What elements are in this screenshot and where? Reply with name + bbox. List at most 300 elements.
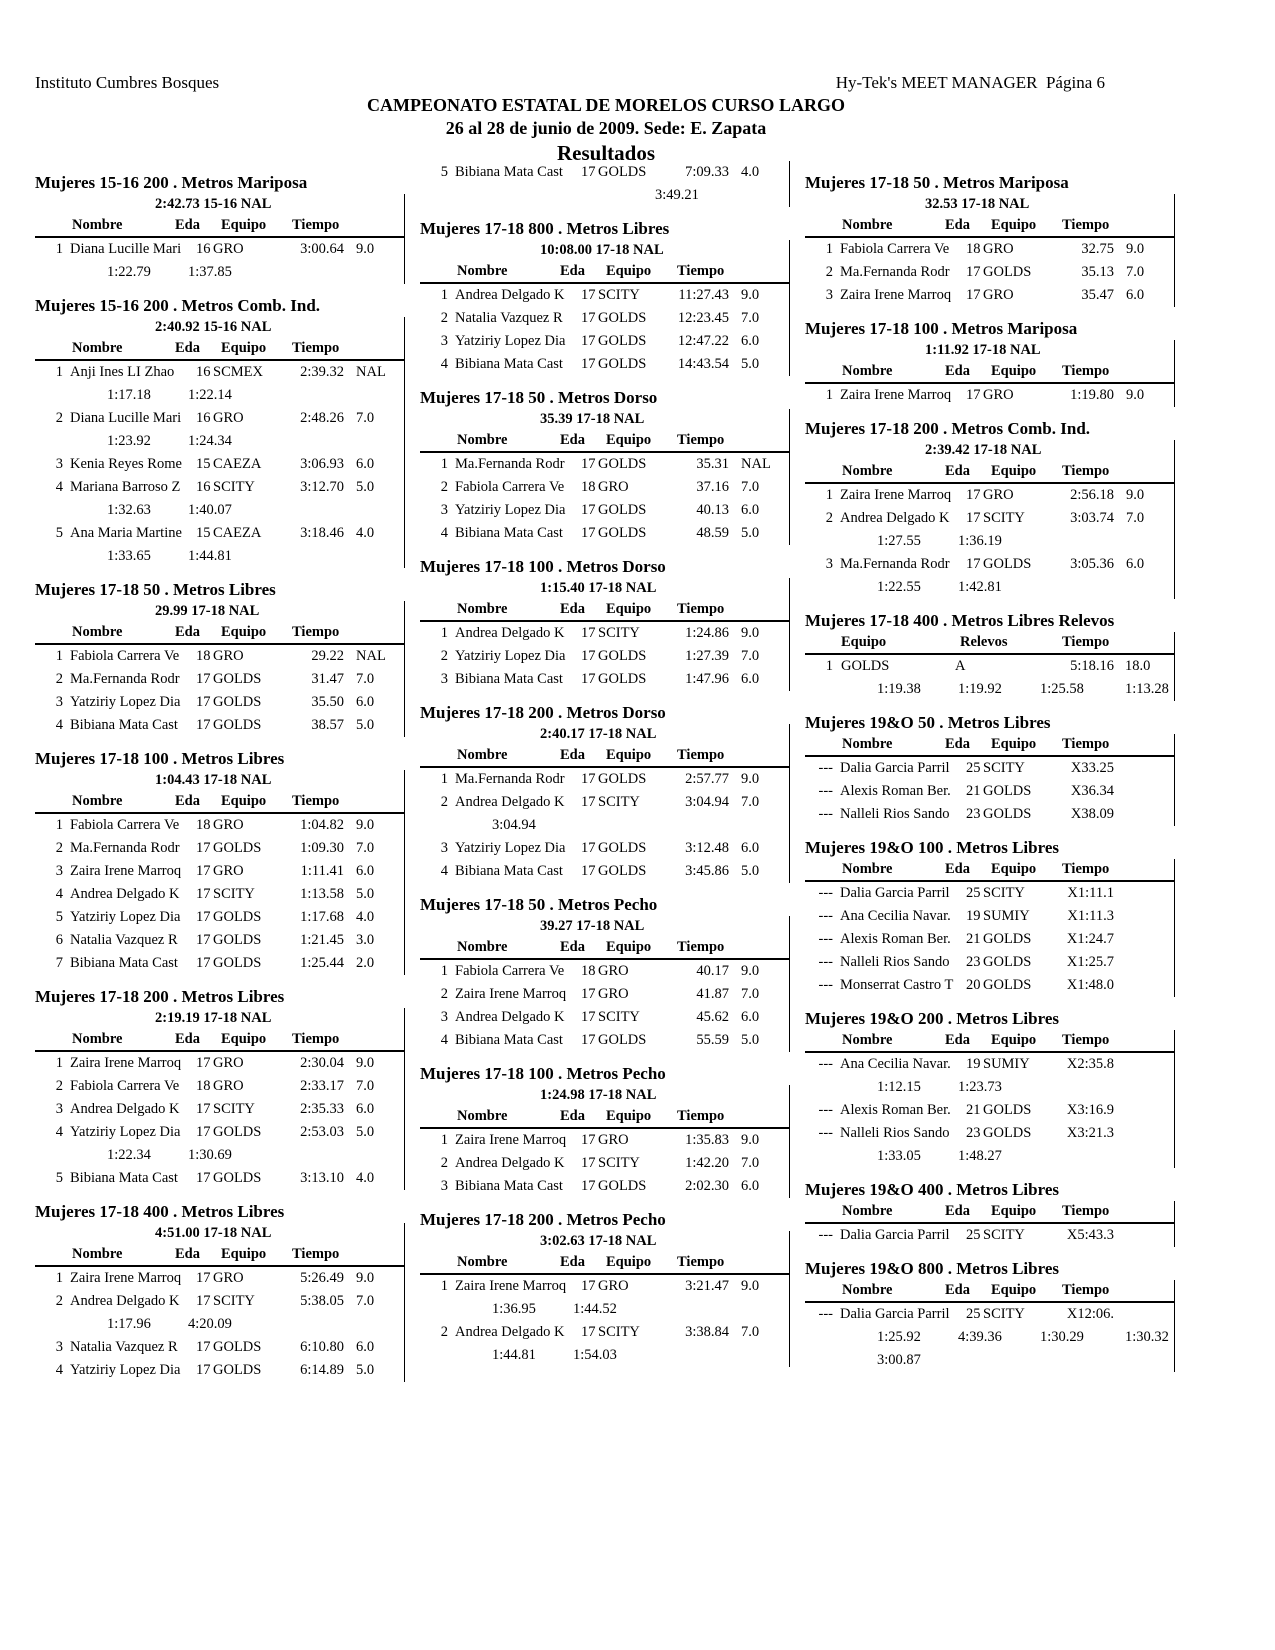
event-block xyxy=(35,172,405,284)
header-equipo: Equipo xyxy=(606,939,652,955)
team: SCITY xyxy=(213,1293,255,1309)
result-row xyxy=(35,1098,404,1121)
event-block xyxy=(420,556,790,691)
points: 4.0 xyxy=(356,525,375,541)
team: GRO xyxy=(213,1270,244,1286)
place: --- xyxy=(818,1102,833,1118)
result-row xyxy=(420,284,789,307)
swimmer-name: Ma.Fernanda Rodr xyxy=(455,456,565,472)
result-row xyxy=(35,1290,404,1313)
time: 2:35.33 xyxy=(300,1101,344,1117)
swimmer-name: Yatziriy Lopez Dia xyxy=(455,333,566,349)
place: 2 xyxy=(55,840,63,856)
place: --- xyxy=(818,885,833,901)
swimmer-name: Zaira Irene Marroq xyxy=(70,1270,182,1286)
result-row xyxy=(420,161,789,184)
event-title: Mujeres 19&O 50 . Metros Libres xyxy=(805,713,1051,732)
column-1 xyxy=(35,172,405,1393)
time: 29.22 xyxy=(311,648,344,664)
age: 17 xyxy=(196,1170,211,1186)
split-row xyxy=(805,530,1174,553)
event-block xyxy=(420,894,790,1052)
header-equipo: Equipo xyxy=(991,217,1037,233)
time: 1:35.83 xyxy=(685,1132,729,1148)
event-block xyxy=(420,218,790,376)
team: GRO xyxy=(983,487,1014,503)
team: GOLDS xyxy=(983,954,1032,970)
age: 17 xyxy=(966,556,981,572)
swimmer-name: Alexis Roman Ber. xyxy=(840,783,951,799)
time: 3:18.46 xyxy=(300,525,344,541)
swimmer-name: Bibiana Mata Cast xyxy=(70,1170,178,1186)
age: 19 xyxy=(966,1056,981,1072)
team: GOLDS xyxy=(213,694,262,710)
place: 2 xyxy=(55,1078,63,1094)
header-equipo: Equipo xyxy=(221,624,267,640)
result-row xyxy=(420,476,789,499)
place: 1 xyxy=(440,771,448,787)
place: 1 xyxy=(55,241,63,257)
header-eda: Eda xyxy=(175,340,200,356)
team: GOLDS xyxy=(213,671,262,687)
time: 35.50 xyxy=(311,694,344,710)
team: GOLDS xyxy=(983,783,1032,799)
place: --- xyxy=(818,760,833,776)
result-row xyxy=(805,553,1174,576)
swimmer-name: Nalleli Rios Sando xyxy=(840,954,950,970)
event-block xyxy=(805,1008,1175,1168)
points: 7.0 xyxy=(1126,510,1145,526)
header-equipo: Equipo xyxy=(991,736,1037,752)
header-eda: Eda xyxy=(175,793,200,809)
place: 2 xyxy=(55,671,63,687)
points: 7.0 xyxy=(356,1293,375,1309)
event-title: Mujeres 17-18 50 . Metros Pecho xyxy=(420,895,658,914)
split-time: 1:30.29 xyxy=(1040,1329,1084,1345)
event-body xyxy=(420,409,790,545)
result-row xyxy=(35,1167,404,1190)
swimmer-name: Dalia Garcia Parril xyxy=(840,1306,950,1322)
event-body xyxy=(35,1008,405,1190)
age: 17 xyxy=(581,164,596,180)
team: SCMEX xyxy=(213,364,263,380)
column-headers xyxy=(35,1029,404,1052)
time: 40.17 xyxy=(696,963,729,979)
header-tiempo: Tiempo xyxy=(677,1254,725,1270)
points: 6.0 xyxy=(741,502,760,518)
points: 7.0 xyxy=(741,310,760,326)
split-time: 1:36.19 xyxy=(958,533,1002,549)
swimmer-name: Dalia Garcia Parril xyxy=(840,760,950,776)
age: 18 xyxy=(196,648,211,664)
split-row xyxy=(805,576,1174,599)
swimmer-name: Yatziriy Lopez Dia xyxy=(70,1124,181,1140)
event-body xyxy=(35,317,405,568)
column-headers xyxy=(805,632,1174,655)
header-nombre: Nombre xyxy=(72,340,123,356)
header-tiempo: Tiempo xyxy=(292,1031,340,1047)
header-equipo: Equipo xyxy=(606,601,652,617)
swimmer-name: Bibiana Mata Cast xyxy=(455,671,563,687)
age: 17 xyxy=(196,671,211,687)
event-title: Mujeres 19&O 800 . Metros Libres xyxy=(805,1259,1060,1278)
split-time: 3:00.87 xyxy=(877,1352,921,1368)
event-block xyxy=(420,702,790,883)
swimmer-name: Bibiana Mata Cast xyxy=(70,717,178,733)
age: 17 xyxy=(196,955,211,971)
result-row xyxy=(35,814,404,837)
age: 17 xyxy=(966,287,981,303)
split-time: 1:23.92 xyxy=(107,433,151,449)
header-eda: Eda xyxy=(945,363,970,379)
split-time: 1:17.96 xyxy=(107,1316,151,1332)
event-block xyxy=(420,387,790,545)
time: 14:43.54 xyxy=(677,356,729,372)
points: 9.0 xyxy=(741,625,760,641)
time: 6:14.89 xyxy=(300,1362,344,1378)
time: 2:39.32 xyxy=(300,364,344,380)
points: 7.0 xyxy=(741,986,760,1002)
event-body xyxy=(420,916,790,1052)
age: 17 xyxy=(581,671,596,687)
column-headers xyxy=(805,461,1174,484)
time: 2:30.04 xyxy=(300,1055,344,1071)
time: 1:04.82 xyxy=(300,817,344,833)
header-nombre: Nombre xyxy=(457,601,508,617)
place: 3 xyxy=(55,863,63,879)
header-tiempo: Tiempo xyxy=(677,263,725,279)
swimmer-name: Bibiana Mata Cast xyxy=(455,164,563,180)
event-block xyxy=(805,712,1175,826)
header-nombre: Nombre xyxy=(457,1108,508,1124)
age: 21 xyxy=(966,931,981,947)
team: GOLDS xyxy=(983,931,1032,947)
event-body xyxy=(805,859,1175,997)
header-equipo: Equipo xyxy=(221,340,267,356)
event-body xyxy=(805,194,1175,307)
event-body xyxy=(420,161,790,207)
header-tiempo: Tiempo xyxy=(292,624,340,640)
place: 4 xyxy=(55,479,63,495)
swimmer-name: Yatziriy Lopez Dia xyxy=(70,909,181,925)
time: 1:42.20 xyxy=(685,1155,729,1171)
result-row xyxy=(420,768,789,791)
event-title: Mujeres 17-18 50 . Metros Libres xyxy=(35,580,276,599)
header-equipo: Equipo xyxy=(991,1203,1037,1219)
time: 3:12.48 xyxy=(685,840,729,856)
place: 2 xyxy=(440,794,448,810)
age: 23 xyxy=(966,1125,981,1141)
result-row xyxy=(35,1075,404,1098)
result-row xyxy=(420,353,789,376)
split-time: 4:20.09 xyxy=(188,1316,232,1332)
place: --- xyxy=(818,1227,833,1243)
team: CAEZA xyxy=(213,456,262,472)
split-row xyxy=(35,1144,404,1167)
split-row xyxy=(420,814,789,837)
result-row xyxy=(805,1122,1174,1145)
header-nombre: Nombre xyxy=(457,1254,508,1270)
split-row xyxy=(35,430,404,453)
time: 1:17.68 xyxy=(300,909,344,925)
swimmer-name: Bibiana Mata Cast xyxy=(70,955,178,971)
age: 25 xyxy=(966,1306,981,1322)
result-row xyxy=(35,929,404,952)
team: SCITY xyxy=(598,1324,640,1340)
team: GOLDS xyxy=(841,658,890,674)
split-time: 1:23.73 xyxy=(958,1079,1002,1095)
swimmer-name: Andrea Delgado K xyxy=(455,625,565,641)
result-row xyxy=(35,1267,404,1290)
team: GOLDS xyxy=(213,840,262,856)
age: 17 xyxy=(196,717,211,733)
points: 5.0 xyxy=(356,479,375,495)
event-body xyxy=(35,1223,405,1382)
header-equipo: Equipo xyxy=(991,1282,1037,1298)
time: 1:19.80 xyxy=(1070,387,1114,403)
header-eda: Eda xyxy=(175,1031,200,1047)
place: --- xyxy=(818,1056,833,1072)
result-row xyxy=(420,1175,789,1198)
split-row xyxy=(35,545,404,568)
swimmer-name: Mariana Barroso Z xyxy=(70,479,181,495)
header-equipo: Equipo xyxy=(606,1254,652,1270)
place: 2 xyxy=(825,510,833,526)
result-row xyxy=(35,837,404,860)
swimmer-name: Yatziriy Lopez Dia xyxy=(455,840,566,856)
points: 4.0 xyxy=(356,909,375,925)
header-nombre: Nombre xyxy=(842,363,893,379)
age: 17 xyxy=(581,648,596,664)
column-headers xyxy=(420,261,789,284)
swimmer-name: Andrea Delgado K xyxy=(70,886,180,902)
time: 3:06.93 xyxy=(300,456,344,472)
result-row xyxy=(35,522,404,545)
event-title: Mujeres 17-18 400 . Metros Libres xyxy=(35,1202,285,1221)
record-line: 2:40.92 15-16 NAL xyxy=(155,319,272,335)
result-row xyxy=(35,238,404,261)
age: 17 xyxy=(581,1278,596,1294)
split-time: 1:12.15 xyxy=(877,1079,921,1095)
points: 6.0 xyxy=(356,1101,375,1117)
place: 6 xyxy=(55,932,63,948)
age: 17 xyxy=(581,840,596,856)
team: GOLDS xyxy=(598,671,647,687)
header-equipo: Equipo xyxy=(991,463,1037,479)
time: 2:53.03 xyxy=(300,1124,344,1140)
team: GRO xyxy=(213,1055,244,1071)
points: 7.0 xyxy=(356,1078,375,1094)
place: 5 xyxy=(55,909,63,925)
split-row xyxy=(420,184,789,207)
age: 21 xyxy=(966,783,981,799)
swimmer-name: Alexis Roman Ber. xyxy=(840,931,951,947)
event-title: Mujeres 19&O 400 . Metros Libres xyxy=(805,1180,1060,1199)
age: 17 xyxy=(581,1009,596,1025)
header-tiempo: Tiempo xyxy=(677,432,725,448)
time: 35.31 xyxy=(696,456,729,472)
record-line: 10:08.00 17-18 NAL xyxy=(540,242,664,258)
time: 41.87 xyxy=(696,986,729,1002)
points: 6.0 xyxy=(356,456,375,472)
result-row xyxy=(35,1121,404,1144)
result-row xyxy=(35,361,404,384)
place: 1 xyxy=(440,287,448,303)
age: 18 xyxy=(966,241,981,257)
team: GOLDS xyxy=(598,648,647,664)
result-row xyxy=(420,622,789,645)
result-row xyxy=(420,307,789,330)
event-continuation xyxy=(420,161,790,207)
time: 1:47.96 xyxy=(685,671,729,687)
header-tiempo: Tiempo xyxy=(1062,363,1110,379)
age: 17 xyxy=(196,1055,211,1071)
column-3 xyxy=(805,172,1175,1383)
split-row xyxy=(420,1298,789,1321)
swimmer-name: Andrea Delgado K xyxy=(455,794,565,810)
header-equipo: Equipo xyxy=(221,793,267,809)
age: 17 xyxy=(581,863,596,879)
swimmer-name: Zaira Irene Marroq xyxy=(455,1278,567,1294)
place: 2 xyxy=(440,986,448,1002)
result-row xyxy=(805,780,1174,803)
column-headers xyxy=(420,430,789,453)
swimmer-name: Zaira Irene Marroq xyxy=(840,487,952,503)
column-headers xyxy=(35,791,404,814)
age: 17 xyxy=(581,456,596,472)
swimmer-name: Zaira Irene Marroq xyxy=(455,986,567,1002)
age: 17 xyxy=(196,694,211,710)
time: X36.34 xyxy=(1070,783,1114,799)
result-row xyxy=(805,1099,1174,1122)
age: 17 xyxy=(581,1155,596,1171)
place: 2 xyxy=(440,1155,448,1171)
result-row xyxy=(420,960,789,983)
header-eda: Eda xyxy=(175,624,200,640)
place: 1 xyxy=(55,1055,63,1071)
event-title: Mujeres 15-16 200 . Metros Mariposa xyxy=(35,173,308,192)
header-tiempo: Tiempo xyxy=(292,217,340,233)
event-body xyxy=(805,1280,1175,1372)
event-block xyxy=(420,1209,790,1367)
place: 1 xyxy=(440,1132,448,1148)
event-title: Mujeres 17-18 100 . Metros Pecho xyxy=(420,1064,666,1083)
place: 1 xyxy=(440,456,448,472)
place: --- xyxy=(818,908,833,924)
place: 4 xyxy=(55,1124,63,1140)
team: SCITY xyxy=(213,1101,255,1117)
column-headers xyxy=(805,1030,1174,1053)
age: 17 xyxy=(196,1124,211,1140)
header-nombre: Nombre xyxy=(842,861,893,877)
event-block xyxy=(805,418,1175,599)
points: 5.0 xyxy=(741,525,760,541)
time: 5:18.16 xyxy=(1070,658,1114,674)
place: 3 xyxy=(55,456,63,472)
meet-title: CAMPEONATO ESTATAL DE MORELOS CURSO LARGO xyxy=(367,95,845,115)
swimmer-name: Zaira Irene Marroq xyxy=(840,287,952,303)
event-title: Mujeres 17-18 200 . Metros Dorso xyxy=(420,703,666,722)
points: 7.0 xyxy=(1126,264,1145,280)
points: 2.0 xyxy=(356,955,375,971)
team: GRO xyxy=(598,479,629,495)
time: 3:13.10 xyxy=(300,1170,344,1186)
record-line: 29.99 17-18 NAL xyxy=(155,603,260,619)
result-row xyxy=(805,757,1174,780)
swimmer-name: Zaira Irene Marroq xyxy=(455,1132,567,1148)
split-time: 1:13.28 xyxy=(1125,681,1169,697)
time: 1:25.44 xyxy=(300,955,344,971)
age: 17 xyxy=(581,502,596,518)
place: 1 xyxy=(440,963,448,979)
header-equipo: Equipo xyxy=(606,432,652,448)
header-nombre: Nombre xyxy=(842,736,893,752)
points: 3.0 xyxy=(356,932,375,948)
place: 1 xyxy=(55,1270,63,1286)
result-row xyxy=(805,261,1174,284)
place: 3 xyxy=(440,502,448,518)
team: GOLDS xyxy=(213,1124,262,1140)
place: 1 xyxy=(440,1278,448,1294)
team: GOLDS xyxy=(598,164,647,180)
event-title: Mujeres 17-18 100 . Metros Libres xyxy=(35,749,285,768)
swimmer-name: Natalia Vazquez R xyxy=(70,1339,178,1355)
header-tiempo: Tiempo xyxy=(292,1246,340,1262)
split-time: 1:54.03 xyxy=(573,1347,617,1363)
time: 31.47 xyxy=(311,671,344,687)
event-body xyxy=(805,340,1175,407)
header-eda: Eda xyxy=(560,432,585,448)
swimmer-name: Dalia Garcia Parril xyxy=(840,1227,950,1243)
swimmer-name: Yatziriy Lopez Dia xyxy=(455,648,566,664)
swimmer-name: Dalia Garcia Parril xyxy=(840,885,950,901)
place: 2 xyxy=(825,264,833,280)
time: 12:23.45 xyxy=(677,310,729,326)
header-nombre: Nombre xyxy=(842,1203,893,1219)
header-eda: Eda xyxy=(560,601,585,617)
swimmer-name: Alexis Roman Ber. xyxy=(840,1102,951,1118)
header-nombre: Nombre xyxy=(457,263,508,279)
result-row xyxy=(805,507,1174,530)
split-time: 1:44.52 xyxy=(573,1301,617,1317)
place: --- xyxy=(818,1125,833,1141)
place: 3 xyxy=(55,1101,63,1117)
result-row xyxy=(420,1275,789,1298)
column-headers xyxy=(35,215,404,238)
header-eda: Eda xyxy=(560,939,585,955)
team: GOLDS xyxy=(983,264,1032,280)
result-row xyxy=(35,860,404,883)
place: 4 xyxy=(440,863,448,879)
time: X1:48.0 xyxy=(1066,977,1114,993)
age: 17 xyxy=(966,387,981,403)
time: 35.13 xyxy=(1081,264,1114,280)
split-row xyxy=(35,499,404,522)
time: X3:16.9 xyxy=(1066,1102,1114,1118)
header-eda: Eda xyxy=(560,1254,585,1270)
column-headers xyxy=(420,1252,789,1275)
points: 9.0 xyxy=(741,1132,760,1148)
age: 25 xyxy=(966,885,981,901)
place: 4 xyxy=(55,886,63,902)
points: 7.0 xyxy=(356,410,375,426)
split-time: 1:24.34 xyxy=(188,433,232,449)
time: 5:38.05 xyxy=(300,1293,344,1309)
header-equipo: Equipo xyxy=(606,263,652,279)
points: 6.0 xyxy=(741,333,760,349)
age: 17 xyxy=(581,287,596,303)
swimmer-name: Fabiola Carrera Ve xyxy=(70,648,180,664)
